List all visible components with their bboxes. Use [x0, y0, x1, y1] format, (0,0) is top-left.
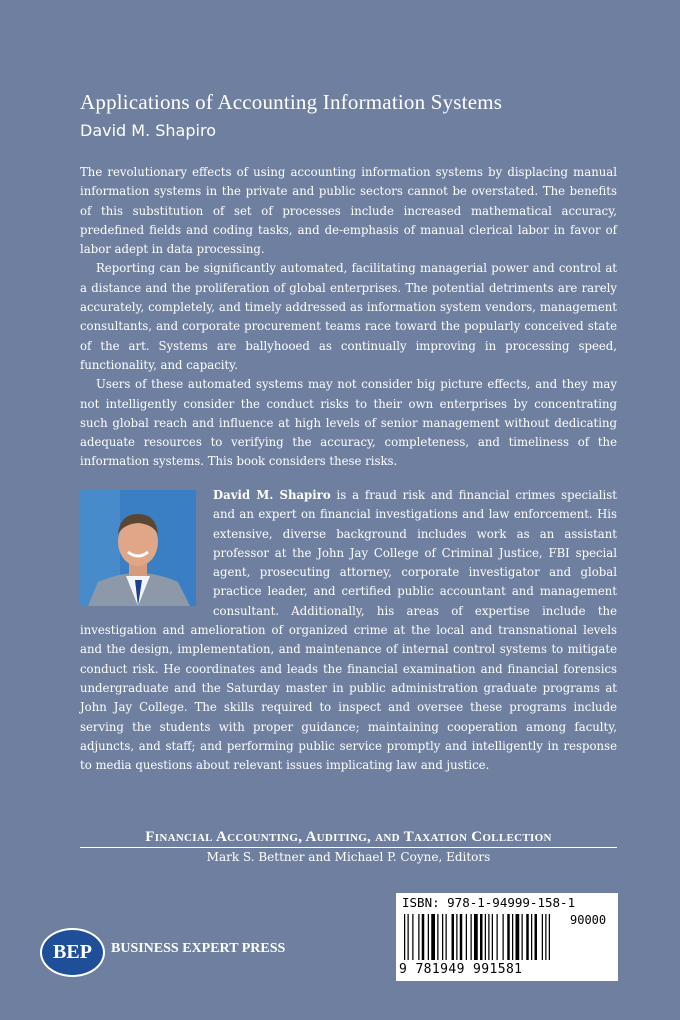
description-paragraph-2: Reporting can be significantly automated, facilitating managerial power and control at a distance and the proliferation of global enterprises. The potential detriments are rarely accurately, completely, and timely addressed as information system vendors, management consultants, and corporate procurement teams race toward the popularly conceived state of the art. Systems are ballyhooed as continually improving in processing speed, functionality, and capacity.: [80, 261, 617, 372]
barcode-bar: [446, 914, 447, 960]
barcode-bar: [456, 914, 457, 960]
barcode-bar: [418, 914, 419, 960]
series-title: Financial Accounting, Auditing, and Taxation Collection: [145, 829, 552, 845]
price-code: 90000: [570, 913, 607, 927]
barcode-bar: [460, 914, 463, 960]
barcode-bar: [503, 914, 504, 960]
barcode-bar: [408, 914, 409, 960]
barcode-bar: [535, 914, 538, 960]
barcode-bar: [452, 914, 455, 960]
barcode-bar: [516, 914, 520, 960]
description-paragraph-1: The revolutionary effects of using accounting information systems by displacing manual information systems in the private and public sectors cannot be overstated. The benefits of this substitution of set of processes include increased mathematical accuracy, predefined fields and coding tasks, and de-emphasis of manual clerical labor in favor of labor adept in data processing.: [80, 165, 617, 257]
series-editors: Mark S. Bettner and Michael P. Coyne, Editors: [206, 850, 491, 864]
book-author: David M. Shapiro: [80, 121, 216, 140]
isbn-number: ISBN: 978-1-94999-158-1: [402, 895, 576, 910]
author-photo: [80, 490, 196, 606]
barcode-bar: [512, 914, 513, 960]
barcode-bar: [466, 914, 467, 960]
ean-barcode-bars: [404, 914, 566, 962]
barcode-bar: [497, 914, 498, 960]
barcode-bar: [474, 914, 478, 960]
publisher-name: BUSINESS EXPERT PRESS: [111, 941, 286, 956]
series-divider: [80, 847, 617, 848]
book-description: [80, 163, 617, 472]
barcode-bar: [526, 914, 529, 960]
barcode-bar: [549, 914, 550, 960]
ean-digits: 9 781949 991581: [399, 962, 523, 977]
barcode-bar: [471, 914, 472, 960]
barcode-bar: [531, 914, 532, 960]
barcode-bar: [542, 914, 543, 960]
isbn-barcode: [396, 893, 618, 981]
barcode-bar: [488, 914, 489, 960]
bio-text: is a fraud risk and financial crimes specialist and an expert on financial investigations and law enforcement. His extensive, diverse background includes work as an assistant professor at the John Jay College of Criminal Justice, FBI special agent, prosecuting attorney, corporate investigator and global practice leader, and certified public accountant and management consultant. Additionally, his areas of expertise include the investigation and amelioration of organized crime at the local and transnational levels and the design, implementation, and maintenance of internal control systems to mitigate conduct risk. He coordinates and leads the financial examination and financial forensics undergraduate and the Saturday master in public administration graduate programs at John Jay College. The skills required to inspect and oversee these programs include serving the students with proper guidance; maintaining cooperation among faculty, adjuncts, and staff; and performing public service promptly and intelligently in response to media questions about relevant issues implicating law and justice.: [80, 488, 617, 773]
barcode-bar: [442, 914, 443, 960]
barcode-bar: [492, 914, 493, 960]
author-bio: [80, 486, 617, 775]
barcode-bar: [422, 914, 425, 960]
barcode-bar: [404, 914, 405, 960]
barcode-bar: [431, 914, 435, 960]
barcode-bar: [437, 914, 438, 960]
barcode-bar: [412, 914, 413, 960]
barcode-bar: [522, 914, 523, 960]
barcode-bar: [480, 914, 483, 960]
barcode-bar: [428, 914, 429, 960]
barcode-bar: [545, 914, 546, 960]
publisher-logo: BEP: [40, 928, 105, 977]
book-title: Applications of Accounting Information Systems: [80, 90, 503, 114]
bio-author-name: David M. Shapiro: [213, 488, 331, 502]
barcode-bar: [507, 914, 510, 960]
barcode-bar: [485, 914, 486, 960]
description-paragraph-3: Users of these automated systems may not consider big picture effects, and they may not intelligently consider the conduct risks to their own enterprises by concentrating such global reach and influence at high levels of senior management without dedicating adequate resources to verifying the accuracy, completeness, and timeliness of the information systems. This book considers these risks.: [80, 377, 617, 469]
